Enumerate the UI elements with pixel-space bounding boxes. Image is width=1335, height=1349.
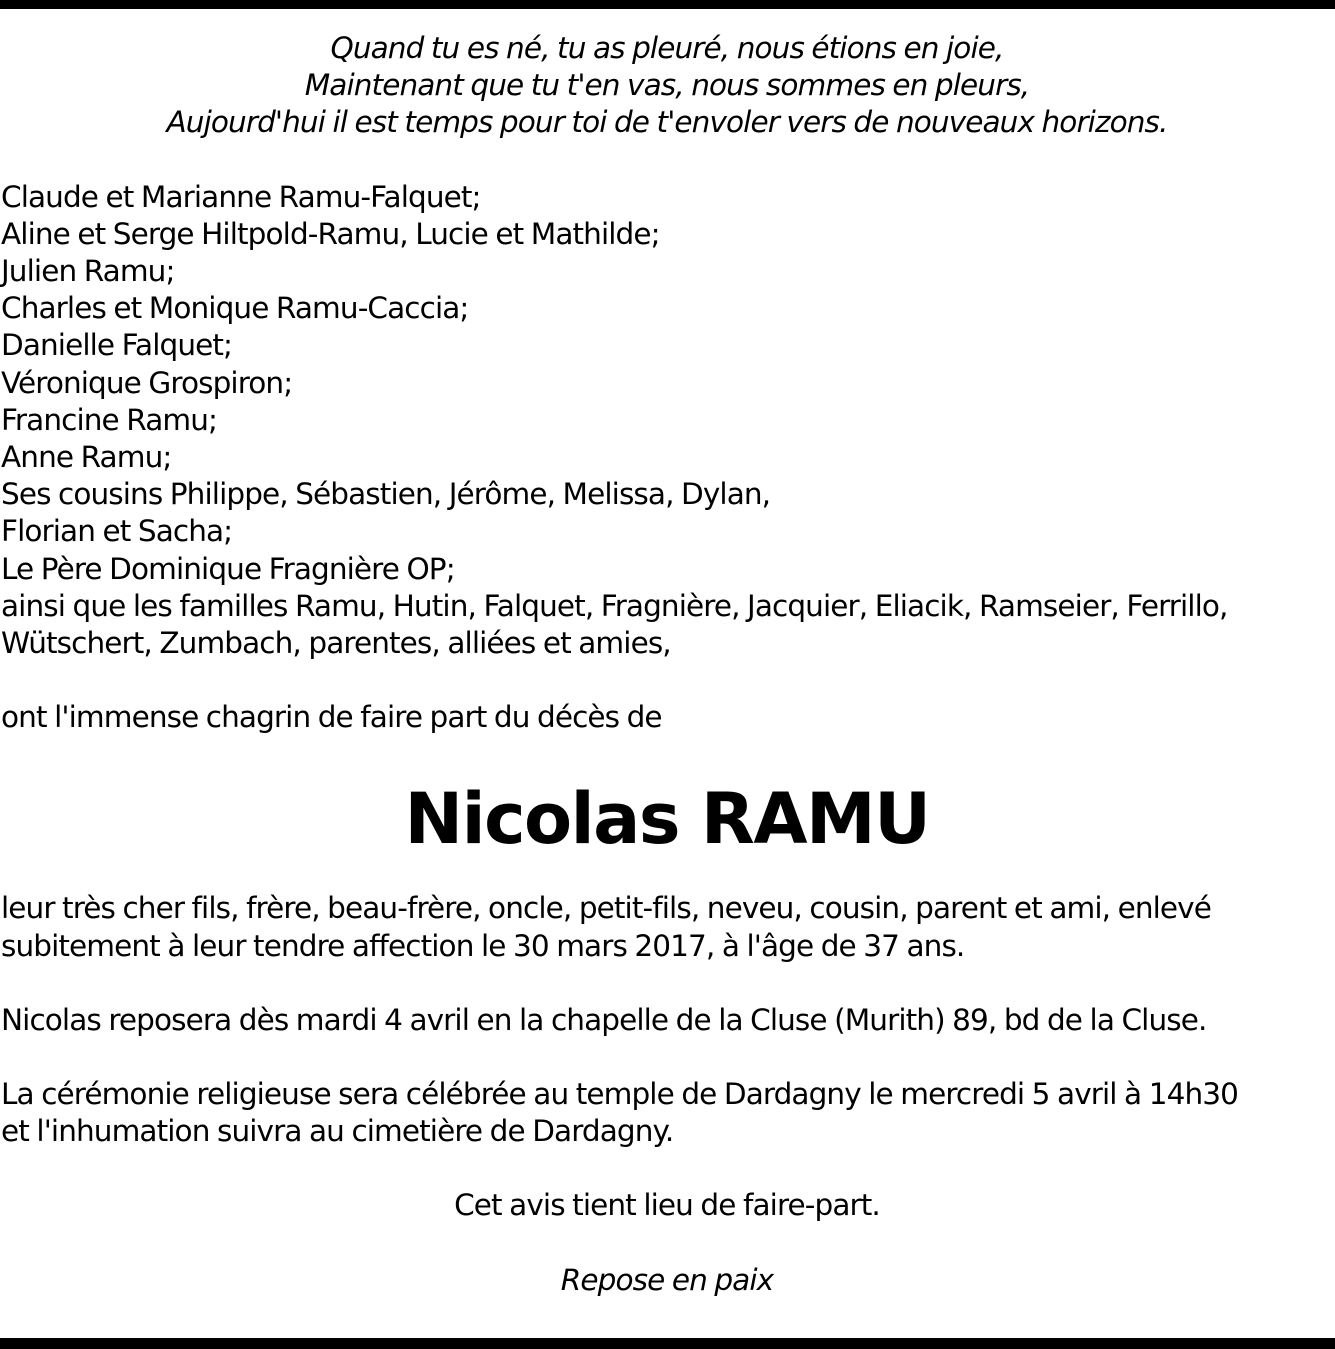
ceremony-line: La cérémonie religieuse sera célébrée au temple de Dardagny le mercredi 5 avril à 14h30 [1,1077,1238,1112]
poem-line: Aujourd'hui il est temps pour toi de t'envoler vers de nouveaux horizons. [166,105,1168,140]
top-rule [0,0,1335,9]
obituary-notice [1,30,1333,1299]
family-line: Florian et Sacha; [1,514,233,549]
family-line: Véronique Grospiron; [1,365,293,400]
family-line: ainsi que les familles Ramu, Hutin, Falquet, Fragnière, Jacquier, Eliacik, Ramseier, Ferrillo, [1,588,1228,623]
poem [1,30,1333,142]
family-line: Claude et Marianne Ramu-Falquet; [1,179,481,214]
ceremony-paragraph [1,1076,1333,1150]
deceased-name: Nicolas RAMU [404,778,930,861]
viewing-text: Nicolas reposera dès mardi 4 avril en la chapelle de la Cluse (Murith) 89, bd de la Cluse. [1,1002,1207,1037]
notice-text: Cet avis tient lieu de faire-part. [454,1188,880,1223]
closing-text: Repose en paix [560,1262,774,1297]
bottom-rule [0,1338,1335,1349]
relation-line: subitement à leur tendre affection le 30 mars 2017, à l'âge de 37 ans. [1,928,965,963]
family-line: Charles et Monique Ramu-Caccia; [1,291,469,326]
family-line: Aline et Serge Hiltpold-Ramu, Lucie et Mathilde; [1,216,660,251]
family-line: Danielle Falquet; [1,328,233,363]
family-line: Julien Ramu; [1,254,175,289]
relation-paragraph [1,890,1333,964]
relation-line: leur très cher fils, frère, beau-frère, oncle, petit-fils, neveu, cousin, parent et ami, enlevé [1,891,1211,926]
family-line: Anne Ramu; [1,440,172,475]
ceremony-line: et l'inhumation suivra au cimetière de Dardagny. [1,1114,674,1149]
family-line: Wütschert, Zumbach, parentes, alliées et amies, [1,626,671,661]
family-list [1,179,1333,663]
poem-line: Quand tu es né, tu as pleuré, nous étions en joie, [330,31,1004,65]
announcement-text: ont l'immense chagrin de faire part du décès de [1,700,662,735]
family-line: Francine Ramu; [1,402,218,437]
deceased-name-block [1,736,1333,890]
poem-line: Maintenant que tu t'en vas, nous sommes en pleurs, [304,68,1030,103]
family-line: Le Père Dominique Fragnière OP; [1,551,455,586]
family-line: Ses cousins Philippe, Sébastien, Jérôme, Melissa, Dylan, [1,477,771,512]
